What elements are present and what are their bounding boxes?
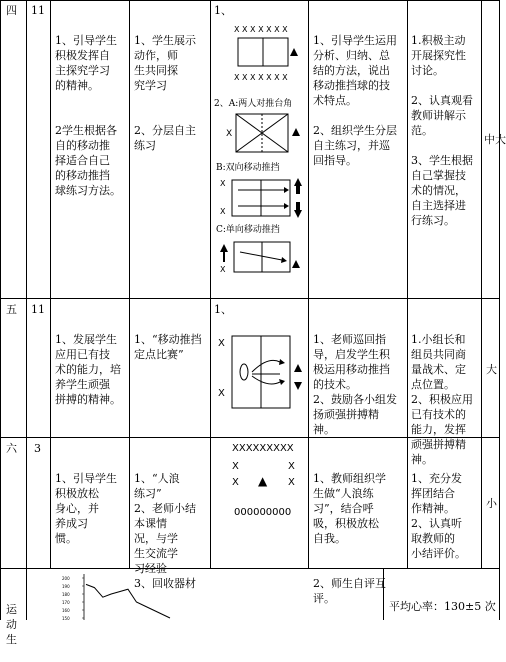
- svg-text:X: X: [220, 207, 226, 216]
- row3-teacher: 1、教师组织学 生做“人浪练 习”，结合呼 吸，积极放松 自我。 2、师生自评互 评。: [313, 472, 386, 605]
- svg-text:X: X: [218, 388, 225, 399]
- row3-content: 1、“人浪 练习” 2、老师小结 本课情 况，与学 生交流学 习经验 3、回收器材: [134, 472, 196, 590]
- svg-text:X: X: [226, 129, 233, 139]
- row3-minutes: 3: [34, 442, 41, 455]
- row3-part: 六: [6, 442, 17, 455]
- y-tick-label: 150: [62, 616, 70, 621]
- row1-goals: 1、引导学生 积极发挥自 主探究学习 的精神。 2学生根据各 自的移动推 择适合自己 的移动推挡 球练习方法。: [55, 34, 121, 197]
- svg-text:X: X: [218, 338, 225, 349]
- row1-teacher: 1、引导学生运用 分析、归纳、总 结的方法，说出 移动推挡球的技 术特点。 2、组织学生分层 自主练习，并巡 回指导。: [313, 34, 397, 167]
- table-formation-diagram: [232, 20, 304, 82]
- row3-goals: 1、引导学生 积极放松 身心，并 养成习 惯。: [55, 472, 117, 545]
- footer-label: 运 动 生: [6, 603, 17, 646]
- row1-org-2a: 2、A:两人对推台角: [214, 99, 293, 109]
- row2-minutes: 11: [31, 303, 45, 316]
- row1-org-2b: B:双向移动推挡: [216, 163, 280, 173]
- diagonal-drill-diagram: [224, 112, 308, 156]
- row1-part: 四: [6, 4, 17, 17]
- svg-text:X: X: [220, 265, 226, 274]
- y-tick-label: 200: [62, 576, 70, 581]
- heart-rate-chart: [60, 572, 180, 620]
- y-tick-label: 180: [62, 592, 70, 597]
- row2-goals: 1、发展学生 应用已有技 术的能力，培 养学生顽强 拼搏的精神。: [55, 333, 121, 406]
- row1-org-2c: C:单向移动推挡: [216, 225, 280, 235]
- row2-teacher: 1、老师巡回指 导，启发学生积 极运用移动推挡 的技术。 2、鼓励各小组发 扬顽强拼搏精 神。: [313, 333, 397, 436]
- svg-text:X: X: [220, 179, 226, 188]
- y-tick-label: 160: [62, 608, 70, 613]
- row2-content: 1、“移动推挡 定点比赛”: [134, 333, 202, 361]
- row1-minutes: 11: [31, 4, 45, 17]
- svg-text:X X X X X X X: X X X X X X X: [234, 25, 288, 34]
- row2-load: 大: [486, 363, 497, 376]
- two-way-drill-diagram: [218, 176, 308, 220]
- heart-rate-line: [86, 584, 170, 618]
- row1-load: 中大: [484, 133, 506, 146]
- row1-org-label: 1、: [214, 4, 232, 17]
- row2-student: 1.小组长和 组员共同商 量战术、定 点位置。 2、积极应用 已有技术的 能力，发挥 顽强拼搏精 神。: [411, 333, 473, 466]
- row2-part: 五: [6, 303, 17, 316]
- svg-text:X X X X X X X: X X X X X X X: [234, 73, 288, 82]
- avg-heart-rate: 平均心率：130±5 次: [389, 600, 496, 613]
- row3-student: 1、充分发 挥团结合 作精神。 2、认真听 取教师的 小结评价。: [411, 472, 466, 560]
- y-tick-label: 190: [62, 584, 70, 589]
- y-tick-label: 170: [62, 600, 70, 605]
- one-way-drill-diagram: [218, 238, 308, 276]
- row3-load: 小: [486, 497, 497, 510]
- row1-content: 1、学生展示 动作，师 生共同探 究学习 2、分层自主 练习: [134, 34, 196, 152]
- fixed-point-match-diagram: [216, 320, 308, 420]
- row2-org-label: 1、: [214, 303, 232, 316]
- row1-student: 1.积极主动 开展探究性 讨论。 2、认真观看 教师讲解示 范。 3、学生根据 自己掌握技 术的情况， 自主选择进 行练习。: [411, 34, 473, 227]
